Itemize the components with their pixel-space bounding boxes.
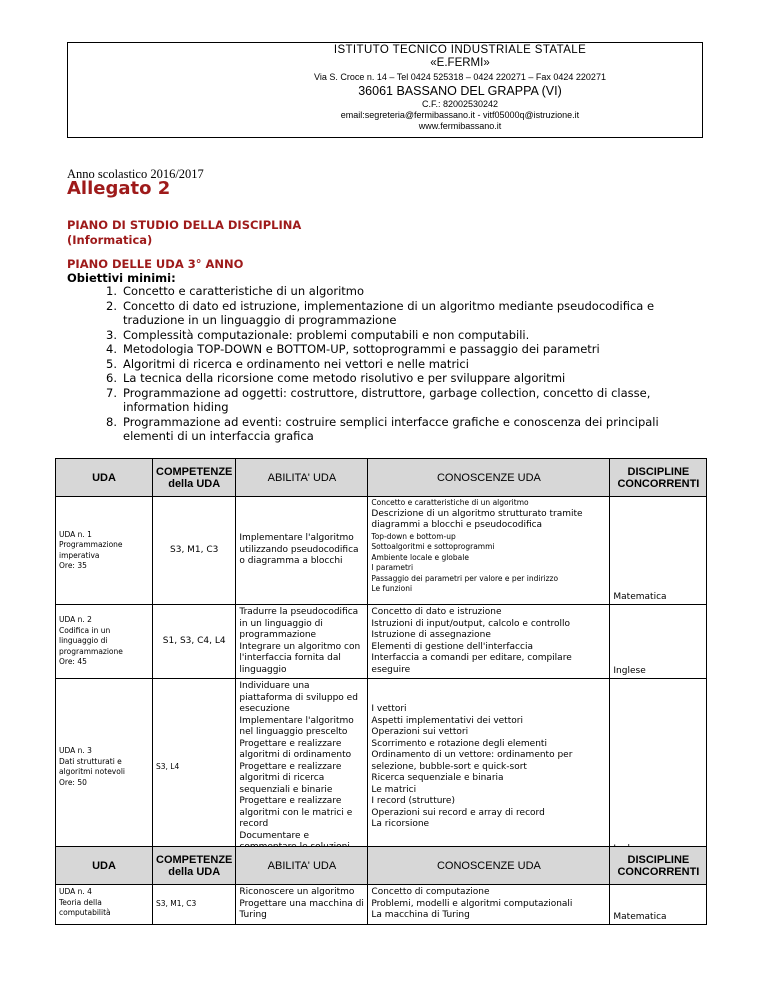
table-header-row xyxy=(56,459,707,497)
list-item: 8. Programmazione ad eventi: costruire semplici interfacce grafiche e conoscenza dei principali elementi di un interfaccia grafica xyxy=(106,414,659,443)
discipline-cell: Matematica xyxy=(610,885,707,925)
school-email[interactable]: email:segreteria@fermibassano.it - vitf05000q@istruzione.it xyxy=(340,110,580,120)
school-year: Anno scolastico 2016/2017 xyxy=(67,167,204,181)
study-plan-title: PIANO DI STUDIO DELLA DISCIPLINA xyxy=(67,218,302,232)
school-website[interactable]: www.fermibassano.it xyxy=(418,121,502,131)
list-item: 2. Concetto di dato ed istruzione, implementazione di un algoritmo mediante pseudocodifica e traduzione in un linguaggio di programmazione xyxy=(106,298,655,327)
study-plan-heading xyxy=(67,218,301,248)
competenze-cell: S1, S3, C4, L4 xyxy=(153,605,236,679)
table-row xyxy=(56,605,707,679)
study-plan-subject: (Informatica) xyxy=(67,233,153,247)
competenze-cell: S3, M1, C3 xyxy=(153,885,236,925)
abilita-cell: Implementare l'algoritmo utilizzando pseudocodifica o diagramma a blocchi xyxy=(236,497,368,605)
header-discipline: DISCIPLINE CONCORRENTI xyxy=(610,459,707,497)
school-cf: C.F.: 82002530242 xyxy=(421,99,499,109)
list-item: 3. Complessità computazionale: problemi computabili e non computabili. xyxy=(106,327,530,342)
conoscenze-cell: Concetto di computazione Problemi, modelli e algoritmi computazionali La macchina di Turing xyxy=(368,885,610,925)
table-row xyxy=(56,679,707,857)
header-competenze: COMPETENZE della UDA xyxy=(153,459,236,497)
abilita-cell: Tradurre la pseudocodifica in un linguaggio di programmazione Integrare un algoritmo con l'interfaccia fornita dal linguaggio xyxy=(236,605,368,679)
uda-cell: UDA n. 1 Programmazione imperativa Ore: 35 xyxy=(56,497,153,605)
header-abilita: ABILITA' UDA xyxy=(236,847,368,885)
school-header xyxy=(67,42,703,138)
table-row xyxy=(56,885,707,925)
header-discipline: DISCIPLINE CONCORRENTI xyxy=(610,847,707,885)
table-row xyxy=(56,497,707,605)
conoscenze-cell: Concetto di dato e istruzione Istruzioni di input/output, calcolo e controllo Istruzione di assegnazione Elementi di gestione dell'interfaccia Interfaccia a comandi per editare, compilare eseguire xyxy=(368,605,610,679)
conoscenze-cell: Concetto e caratteristiche di un algoritmo Descrizione di un algoritmo strutturato tramite diagrammi a blocchi e pseudocodifica Top-down e bottom-up Sottoalgoritmi e sottoprogrammi Ambiente locale e globale I parametri Passaggio dei parametri per valore e per indirizzo Le funzioni xyxy=(368,497,610,605)
competenze-cell: S3, L4 xyxy=(153,679,236,857)
school-type: ISTITUTO TECNICO INDUSTRIALE STATALE xyxy=(333,44,587,56)
list-item: 4. Metodologia TOP-DOWN e BOTTOM-UP, sottoprogrammi e passaggio dei parametri xyxy=(106,342,600,356)
header-conoscenze: CONOSCENZE UDA xyxy=(368,459,610,497)
uda-cell: UDA n. 4 Teoria della computabilità xyxy=(56,885,153,925)
uda-cell: UDA n. 3 Dati strutturati e algoritmi notevoli Ore: 50 xyxy=(56,679,153,857)
school-name: «E.FERMI» xyxy=(430,57,490,69)
school-city: 36061 BASSANO DEL GRAPPA (VI) xyxy=(358,84,562,98)
abilita-cell: Riconoscere un algoritmo Progettare una macchina di Turing xyxy=(236,885,368,925)
conoscenze-cell: I vettori Aspetti implementativi dei vettori Operazioni sui vettori Scorrimento e rotazione degli elementi Ordinamento di un vettore: ordinamento per selezione, bubble-sort e quick-sort Ricerca sequenziale e binaria Le matrici I record (strutture) Operazioni sui record e array di record La ricorsione xyxy=(368,679,610,857)
header-uda: UDA xyxy=(56,459,153,497)
header-conoscenze: CONOSCENZE UDA xyxy=(368,847,610,885)
discipline-cell xyxy=(610,679,707,857)
header-uda: UDA xyxy=(56,847,153,885)
header-abilita: ABILITA' UDA xyxy=(236,459,368,497)
discipline-cell: Inglese xyxy=(610,605,707,679)
attachment-title: Allegato 2 xyxy=(67,178,171,199)
uda-cell: UDA n. 2 Codifica in un linguaggio di programmazione Ore: 45 xyxy=(56,605,153,679)
list-item: 6. La tecnica della ricorsione come metodo risolutivo e per sviluppare algoritmi xyxy=(106,371,566,385)
school-address: Via S. Croce n. 14 – Tel 0424 525318 – 0424 220271 – Fax 0424 220271 xyxy=(314,72,606,82)
list-item: 5. Algoritmi di ricerca e ordinamento nei vettori e nelle matrici xyxy=(106,356,469,371)
uda-table-secondary xyxy=(55,846,707,925)
discipline-cell: Matematica xyxy=(610,497,707,605)
uda-plan-title: PIANO DELLE UDA 3° ANNO xyxy=(67,257,244,271)
list-item: 1. Concetto e caratteristiche di un algoritmo xyxy=(106,284,365,298)
abilita-cell: Individuare una piattaforma di sviluppo ed esecuzione Implementare l'algoritmo nel linguaggio prescelto Progettare e realizzare algoritmi di ordinamento Progettare e realizzare algoritmi di ricerca sequenziali e binarie Progettare e realizzare algoritmi con le matrici e record Documentare e xyxy=(236,679,368,857)
objectives-list xyxy=(67,284,687,444)
list-item: 7. Programmazione ad oggetti: costruttore, distruttore, garbage collection, concetto di classe, information hiding xyxy=(106,385,651,414)
objectives-title: Obiettivi minimi: xyxy=(67,271,176,285)
table-header-row xyxy=(56,847,707,885)
competenze-cell: S3, M1, C3 xyxy=(153,497,236,605)
header-competenze: COMPETENZE della UDA xyxy=(153,847,236,885)
uda-table-main xyxy=(55,458,707,857)
